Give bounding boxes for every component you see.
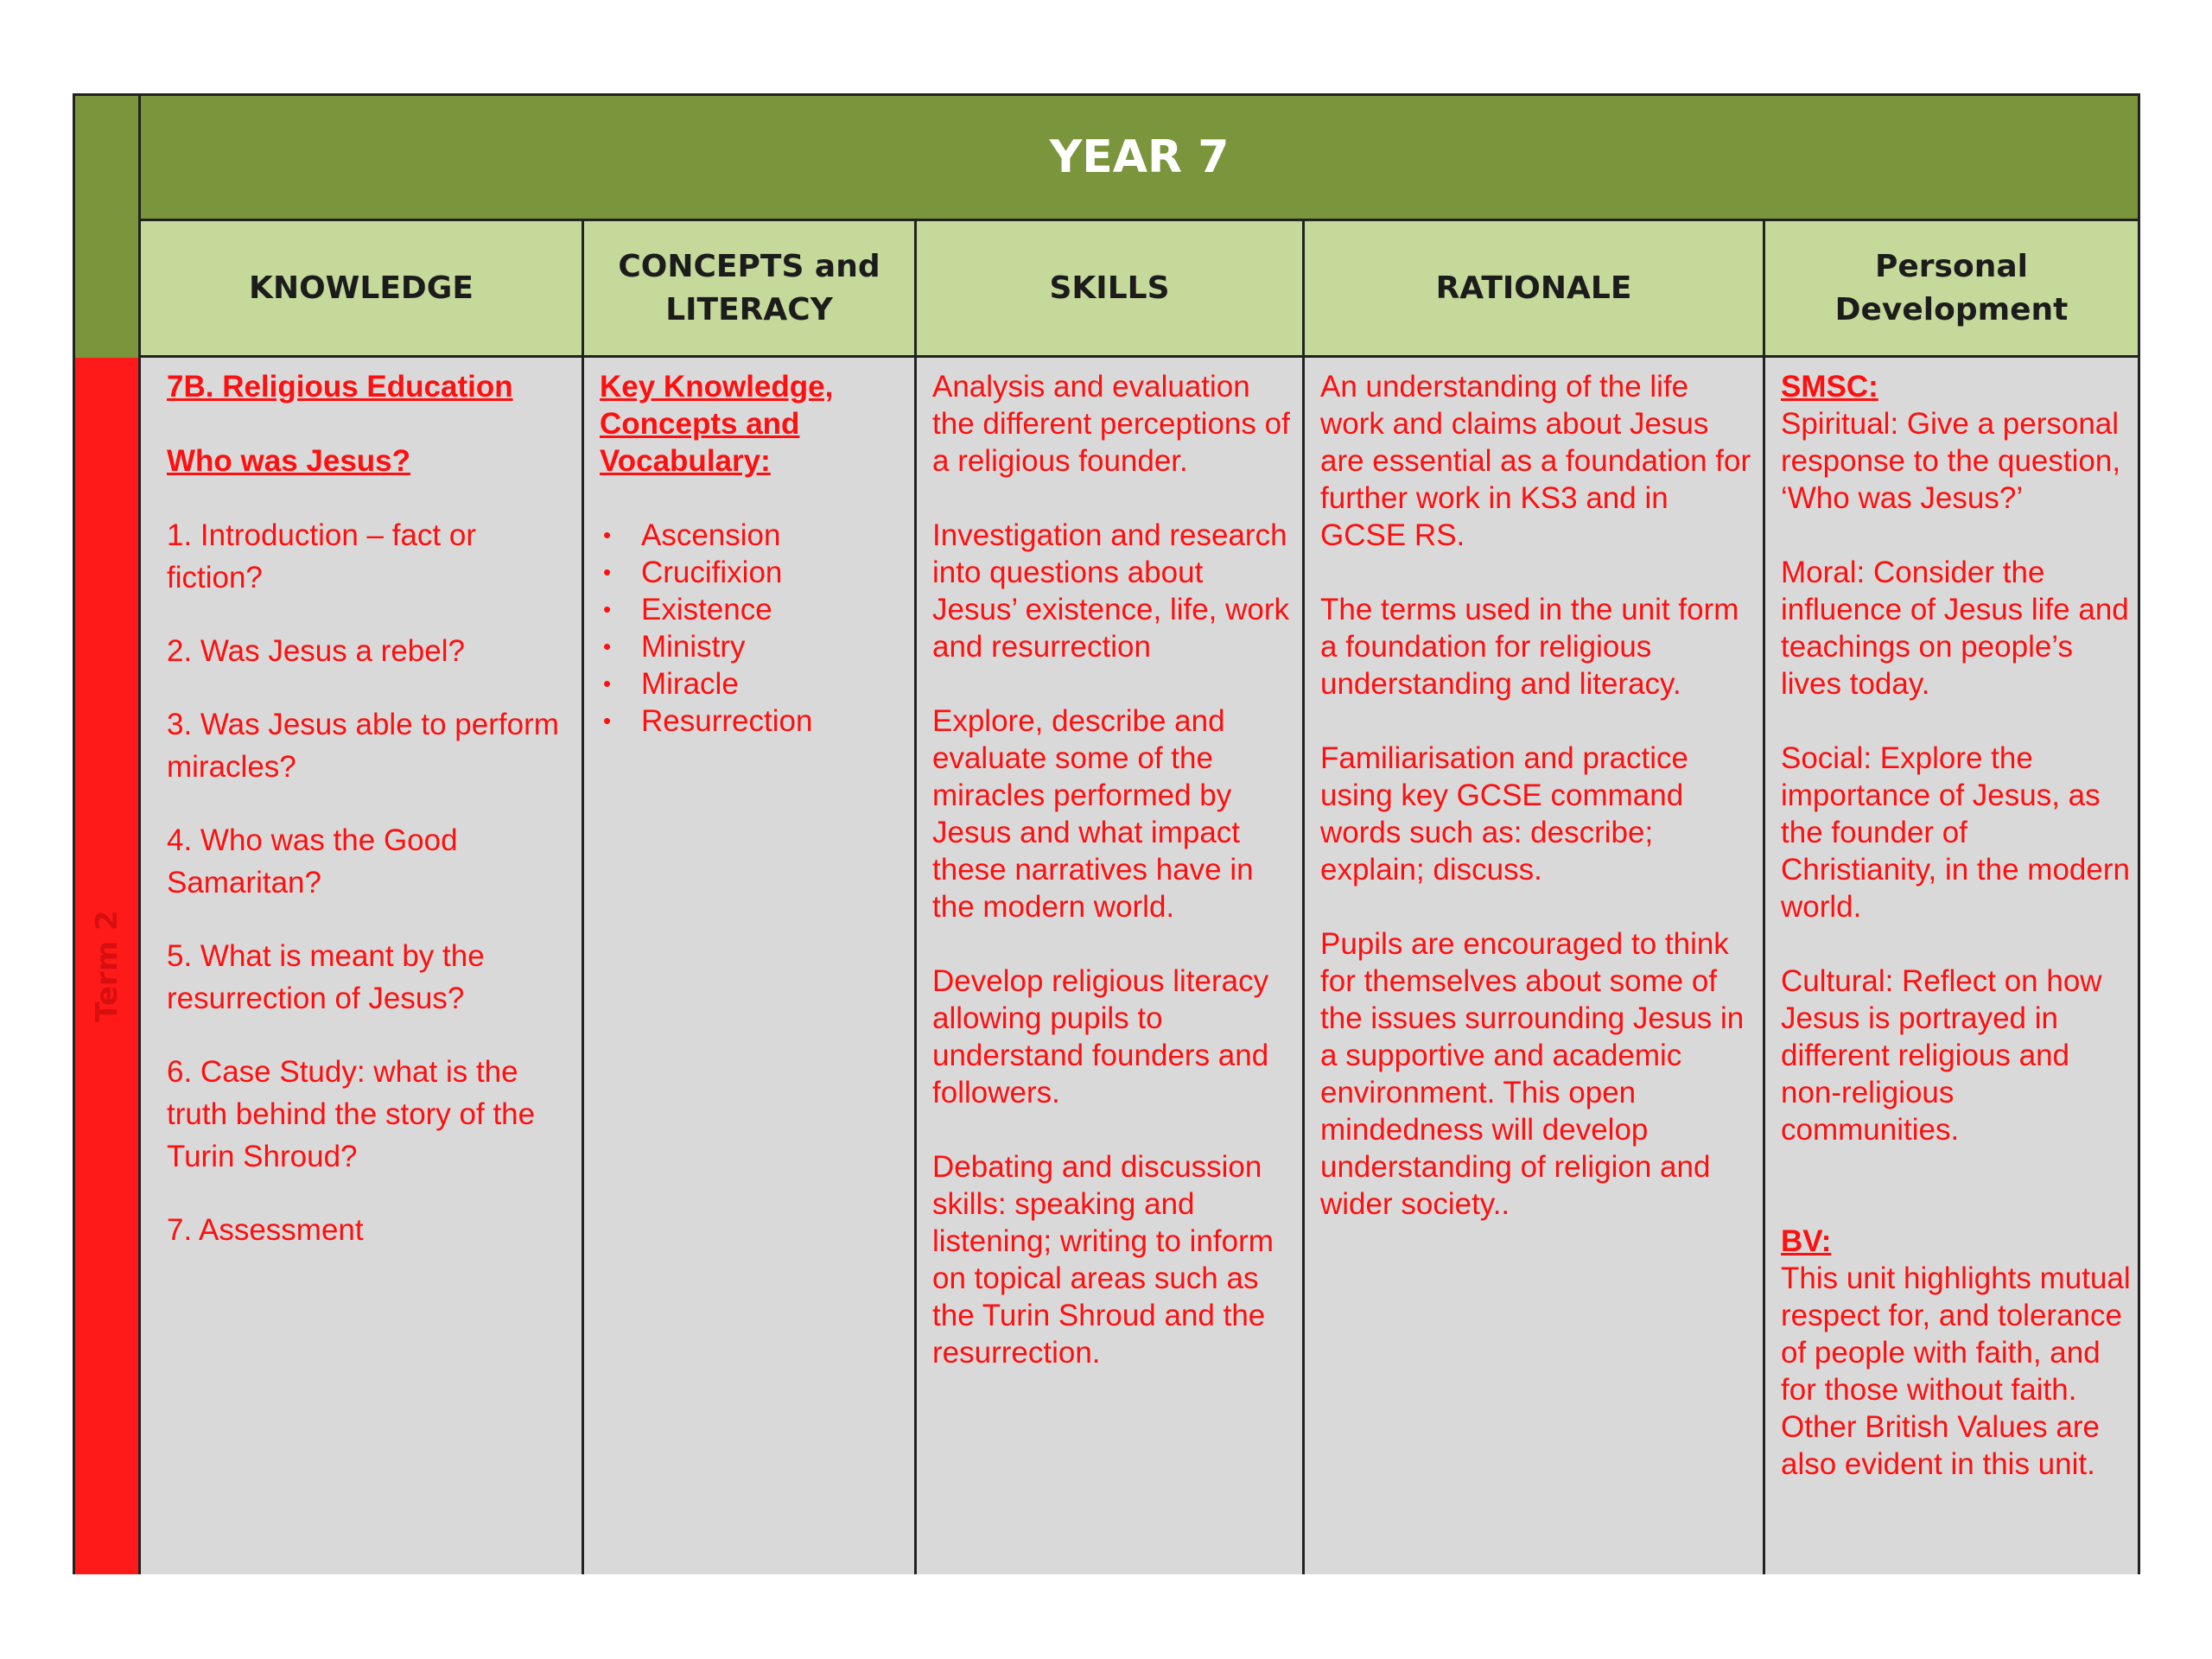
header-personal — [1763, 219, 2138, 358]
header-skills — [914, 219, 1302, 358]
knowledge-column — [138, 358, 582, 1574]
vocabulary-item: • Existence — [600, 591, 907, 628]
smsc-paragraph: Social: Explore the importance of Jesus, as the founder of Christianity, in the modern world. — [1781, 741, 2130, 924]
vocabulary-item: • Resurrection — [600, 702, 907, 740]
knowledge-item: 2. Was Jesus a rebel? — [167, 634, 465, 668]
knowledge-item: 3. Was Jesus able to perform miracles? — [167, 708, 559, 784]
smsc-paragraph: Cultural: Reflect on how Jesus is portrayed in different religious and non-religious communities. — [1781, 964, 2102, 1147]
year-banner — [138, 96, 2138, 219]
smsc-paragraph: Moral: Consider the influence of Jesus life and teachings on people’s lives today. — [1781, 556, 2129, 701]
personal-column — [1763, 358, 2138, 1574]
knowledge-heading: 7B. Religious Education — [167, 370, 513, 404]
skills-paragraph: Analysis and evaluation the different perceptions of a religious founder. — [932, 370, 1290, 478]
skills-paragraph: Develop religious literacy allowing pupils to understand founders and followers. — [932, 964, 1269, 1109]
knowledge-item: 7. Assessment — [167, 1213, 364, 1247]
curriculum-table — [73, 93, 2140, 1574]
rationale-paragraph: An understanding of the life work and claims about Jesus are essential as a foundation for further work in KS3 and in GCSE RS. — [1320, 370, 1751, 552]
header-personal-line1: Personal — [1875, 248, 2028, 284]
rationale-column — [1302, 358, 1763, 1574]
knowledge-item: 6. Case Study: what is the truth behind the story of the Turin Shroud? — [167, 1055, 536, 1173]
vocabulary-list — [600, 517, 907, 740]
vocabulary-item: • Crucifixion — [600, 554, 907, 591]
concepts-column — [582, 358, 914, 1574]
term-label: Term 2 — [89, 910, 124, 1022]
vocabulary-item: • Miracle — [600, 665, 907, 702]
header-rationale — [1302, 219, 1763, 358]
bv-paragraph: This unit highlights mutual respect for, and tolerance of people with faith, and for those without faith. Other British Values are also evident in this unit. — [1781, 1262, 2131, 1481]
header-concepts — [582, 219, 914, 358]
vocabulary-item: • Ministry — [600, 628, 907, 665]
knowledge-item: 4. Who was the Good Samaritan? — [167, 823, 458, 899]
smsc-paragraph: Spiritual: Give a personal response to the question, ‘Who was Jesus?’ — [1781, 407, 2121, 515]
skills-paragraph: Explore, describe and evaluate some of the miracles performed by Jesus and what impact these narratives have in the modern world. — [932, 704, 1254, 924]
header-rationale-label: RATIONALE — [1435, 270, 1632, 306]
knowledge-subheading: Who was Jesus? — [167, 444, 411, 478]
bv-heading: BV: — [1781, 1224, 1832, 1258]
knowledge-item: 5. What is meant by the resurrection of Jesus? — [167, 939, 485, 1015]
concepts-heading: Key Knowledge, Concepts and Vocabulary: — [600, 370, 834, 478]
term-band — [75, 358, 138, 1574]
skills-paragraph: Debating and discussion skills: speaking and listening; writing to inform on topical areas such as the Turin Shroud and the resurrection. — [932, 1150, 1274, 1370]
header-knowledge-label: KNOWLEDGE — [249, 270, 474, 306]
skills-column — [914, 358, 1302, 1574]
header-knowledge — [138, 219, 582, 358]
header-concepts-line2: LITERACY — [665, 291, 833, 327]
rationale-paragraph: The terms used in the unit form a foundation for religious understanding and literacy. — [1320, 593, 1739, 701]
vocabulary-item: • Ascension — [600, 517, 907, 554]
rationale-paragraph: Familiarisation and practice using key GCSE command words such as: describe; explain; discuss. — [1320, 741, 1689, 887]
smsc-heading: SMSC: — [1781, 370, 1878, 404]
header-concepts-line1: CONCEPTS and — [618, 248, 880, 284]
page-title: YEAR 7 — [1049, 131, 1230, 183]
header-personal-line2: Development — [1834, 291, 2069, 327]
side-band-top — [75, 96, 138, 358]
skills-paragraph: Investigation and research into questions about Jesus’ existence, life, work and resurrection — [932, 518, 1290, 664]
rationale-paragraph: Pupils are encouraged to think for themselves about some of the issues surrounding Jesus in a supportive and academic environment. This open mindedness will develop understanding of religion and wider society.. — [1320, 927, 1745, 1221]
knowledge-item: 1. Introduction – fact or fiction? — [167, 518, 476, 594]
header-skills-label: SKILLS — [1049, 270, 1170, 306]
